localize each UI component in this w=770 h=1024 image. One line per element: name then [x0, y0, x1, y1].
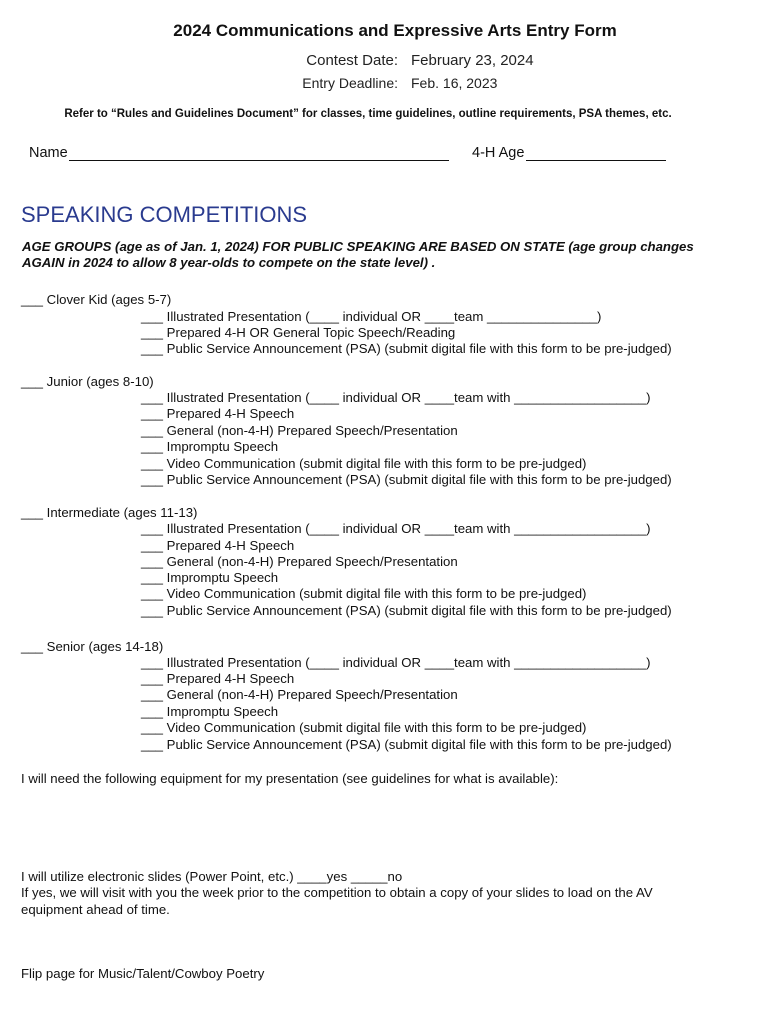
group-title[interactable]: ___ Clover Kid (ages 5-7): [21, 292, 172, 307]
age-groups-note: AGE GROUPS (age as of Jan. 1, 2024) FOR PUBLIC SPEAKING ARE BASED ON STATE (age group changes AGAIN in 2024 to allow 8 year-olds to compete on the state level) .: [22, 239, 694, 270]
entry-deadline-value: Feb. 16, 2023: [411, 75, 498, 91]
footer-note: Flip page for Music/Talent/Cowboy Poetry: [21, 966, 265, 981]
contest-date-value: February 23, 2024: [411, 52, 534, 69]
section-title: SPEAKING COMPETITIONS: [21, 202, 308, 227]
list-item[interactable]: ___ Video Communication (submit digital file with this form to be pre-judged): [141, 720, 587, 735]
group-title[interactable]: ___ Intermediate (ages 11-13): [21, 505, 198, 520]
list-item[interactable]: ___ Public Service Announcement (PSA) (submit digital file with this form to be pre-judged): [141, 603, 672, 618]
list-item[interactable]: ___ Public Service Announcement (PSA) (submit digital file with this form to be pre-judged): [141, 737, 672, 752]
list-item[interactable]: ___ Prepared 4-H Speech: [141, 671, 295, 686]
list-item[interactable]: ___ Prepared 4-H Speech: [141, 406, 295, 421]
name-label: Name: [29, 145, 68, 161]
list-item[interactable]: ___ General (non-4-H) Prepared Speech/Presentation: [141, 687, 458, 702]
list-item[interactable]: ___ Impromptu Speech: [141, 704, 279, 719]
list-item[interactable]: ___ Impromptu Speech: [141, 439, 279, 454]
list-item[interactable]: ___ Prepared 4-H OR General Topic Speech/Reading: [141, 325, 456, 340]
list-item[interactable]: ___ Illustrated Presentation (____ individual OR ____team with __________________): [141, 390, 651, 405]
slides-question[interactable]: I will utilize electronic slides (Power Point, etc.) ____yes _____no: [21, 869, 403, 884]
group-title[interactable]: ___ Junior (ages 8-10): [21, 374, 154, 389]
entry-deadline-label: Entry Deadline:: [302, 75, 398, 91]
age-label: 4-H Age: [472, 145, 525, 161]
list-item[interactable]: ___ Illustrated Presentation (____ individual OR ____team with __________________): [141, 655, 651, 670]
contest-date-label: Contest Date:: [306, 52, 398, 69]
list-item[interactable]: ___ Video Communication (submit digital file with this form to be pre-judged): [141, 456, 587, 471]
group-title[interactable]: ___ Senior (ages 14-18): [21, 639, 164, 654]
form-title: 2024 Communications and Expressive Arts Entry Form: [173, 21, 617, 40]
list-item[interactable]: ___ Public Service Announcement (PSA) (submit digital file with this form to be pre-judged): [141, 341, 672, 356]
list-item[interactable]: ___ Prepared 4-H Speech: [141, 538, 295, 553]
equipment-prompt: I will need the following equipment for my presentation (see guidelines for what is available):: [21, 771, 559, 786]
slides-followup: If yes, we will visit with you the week prior to the competition to obtain a copy of your slides to load on the AV equipment ahead of time.: [21, 885, 653, 917]
age-field[interactable]: [526, 160, 666, 161]
rules-note: Refer to “Rules and Guidelines Document” for classes, time guidelines, outline requirements, PSA themes, etc.: [64, 108, 672, 120]
list-item[interactable]: ___ Video Communication (submit digital file with this form to be pre-judged): [141, 586, 587, 601]
name-field[interactable]: [69, 160, 449, 161]
list-item[interactable]: ___ Public Service Announcement (PSA) (submit digital file with this form to be pre-judged): [141, 472, 672, 487]
list-item[interactable]: ___ General (non-4-H) Prepared Speech/Presentation: [141, 423, 458, 438]
list-item[interactable]: ___ Impromptu Speech: [141, 570, 279, 585]
list-item[interactable]: ___ Illustrated Presentation (____ individual OR ____team with __________________): [141, 521, 651, 536]
list-item[interactable]: ___ General (non-4-H) Prepared Speech/Presentation: [141, 554, 458, 569]
list-item[interactable]: ___ Illustrated Presentation (____ individual OR ____team _______________): [141, 309, 602, 324]
